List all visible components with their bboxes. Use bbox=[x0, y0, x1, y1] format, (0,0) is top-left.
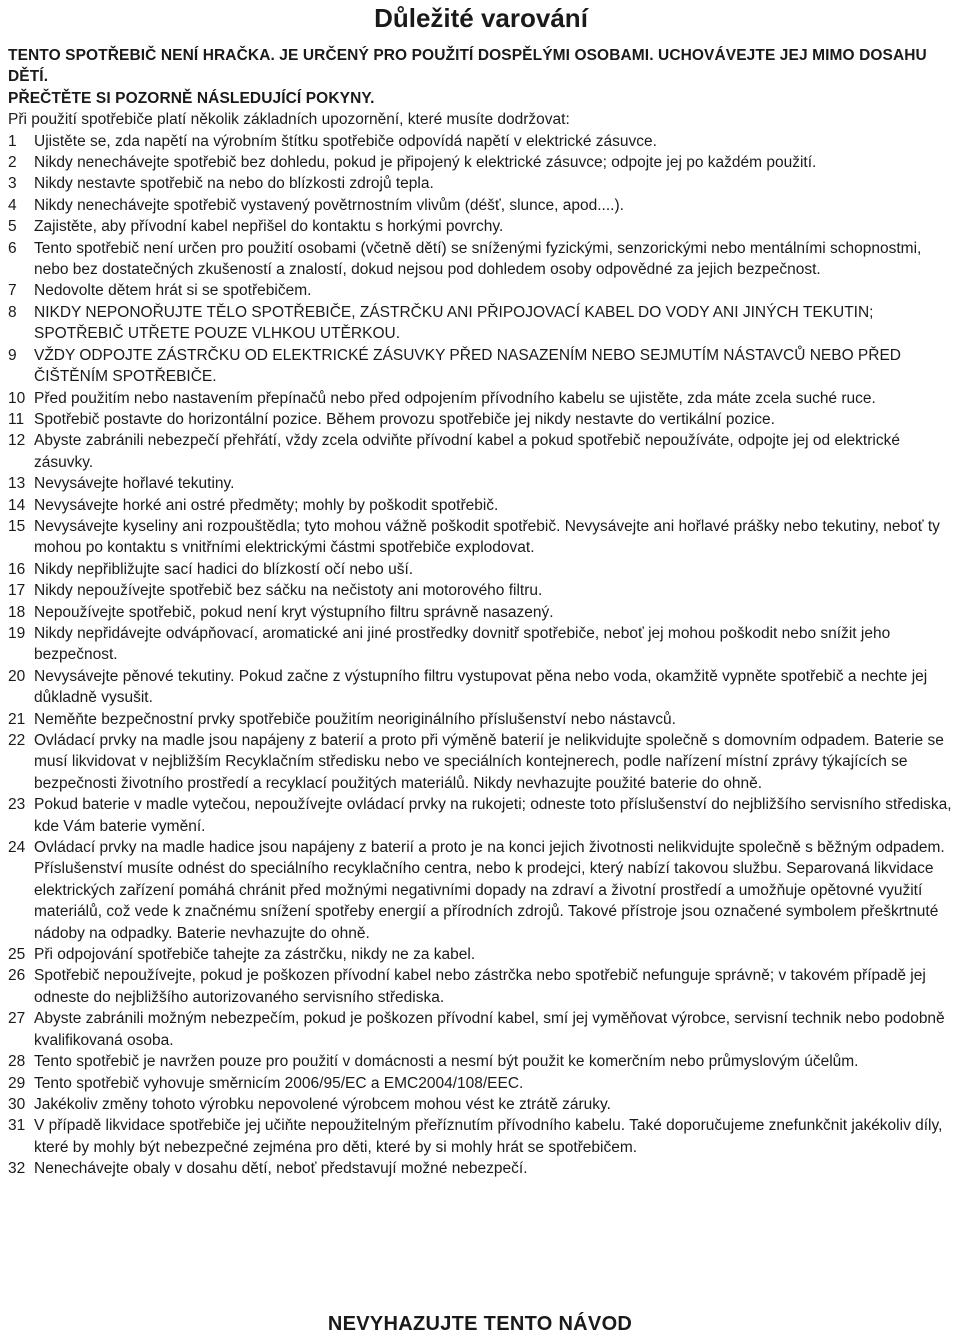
warning-item-text: Nevysávejte hořlavé tekutiny. bbox=[34, 475, 235, 493]
warning-item-text: Nikdy nestavte spotřebič na nebo do blízkosti zdrojů tepla. bbox=[34, 175, 434, 193]
warning-item bbox=[8, 1115, 954, 1158]
warning-item-text: Nevysávejte kyseliny ani rozpouštědla; tyto mohou vážně poškodit spotřebič. Nevysávejte ani hořlavé prášky nebo tekutiny, neboť ty mohou po kontaktu s vnitřními elektrickými částmi spotřebiče explodovat. bbox=[34, 517, 940, 557]
warning-item-text: Nedovolte dětem hrát si se spotřebičem. bbox=[34, 282, 312, 300]
warning-item-text: Nikdy nepřibližujte sací hadici do blízkostí očí nebo uší. bbox=[34, 560, 414, 578]
warning-item-text: Tento spotřebič vyhovuje směrnicím 2006/95/EC a EMC2004/108/EEC. bbox=[34, 1074, 524, 1092]
warning-item-text: Nikdy nepoužívejte spotřebič bez sáčku na nečistoty ani motorového filtru. bbox=[34, 582, 543, 600]
warning-item-text: VŽDY ODPOJTE ZÁSTRČKU OD ELEKTRICKÉ ZÁSUVKY PŘED NASAZENÍM NEBO SEJMUTÍM NÁSTAVCŮ NEBO PŘED ČIŠTĚNÍM SPOTŘEBIČE. bbox=[34, 346, 901, 386]
warning-item-number: 18 bbox=[8, 603, 26, 621]
warning-item-number: 11 bbox=[8, 410, 25, 428]
warning-item bbox=[8, 1094, 954, 1115]
warning-item bbox=[8, 195, 954, 216]
warning-item bbox=[8, 473, 954, 494]
warning-item-number: 31 bbox=[8, 1117, 26, 1135]
warning-item-number: 13 bbox=[8, 475, 26, 493]
warning-item bbox=[8, 173, 954, 194]
warning-item-text: Zajistěte, aby přívodní kabel nepřišel do kontaktu s horkými povrchy. bbox=[34, 218, 504, 236]
warning-item bbox=[8, 216, 954, 237]
warning-item-number: 22 bbox=[8, 732, 26, 749]
warning-item bbox=[8, 131, 954, 152]
warning-item bbox=[8, 1073, 954, 1094]
warning-item bbox=[8, 730, 954, 794]
warning-item-text: Nikdy nenechávejte spotřebič bez dohledu, pokud je připojený k elektrické zásuvce; odpojte jej po každém použití. bbox=[34, 154, 817, 172]
warning-item-number: 19 bbox=[8, 624, 26, 642]
warning-item bbox=[8, 388, 954, 409]
warning-item bbox=[8, 709, 954, 730]
warning-item-number: 4 bbox=[8, 196, 17, 214]
warning-item-number: 29 bbox=[8, 1074, 26, 1092]
warning-item-number: 17 bbox=[8, 582, 26, 600]
warning-item-number: 14 bbox=[8, 496, 26, 514]
warning-item-number: 23 bbox=[8, 796, 26, 814]
warning-item-number: 2 bbox=[8, 154, 17, 172]
warning-item-text: Nevysávejte horké ani ostré předměty; mohly by poškodit spotřebič. bbox=[34, 496, 499, 514]
warning-item-number: 10 bbox=[8, 389, 26, 407]
warning-item-text: Při odpojování spotřebiče tahejte za zástrčku, nikdy ne za kabel. bbox=[34, 946, 476, 964]
warning-item-number: 26 bbox=[8, 967, 26, 985]
warning-item-text: Pokud baterie v madle vytečou, nepoužívejte ovládací prvky na rukojeti; odneste toto příslušenství do nejbližšího servisního střediska, kde Vám baterie vymění. bbox=[34, 796, 952, 835]
warning-item-text: Tento spotřebič je navržen pouze pro použití v domácnosti a nesmí být použit ke komerčním nebo průmyslovým účelům. bbox=[34, 1053, 859, 1071]
intro-text: Při použití spotřebiče platí několik základních upozornění, které musíte dodržovat: bbox=[8, 111, 570, 129]
warning-item-number: 24 bbox=[8, 839, 26, 857]
warning-item-text: Ovládací prvky na madle hadice jsou napájeny z baterií a proto je na konci jejich životnosti nelikvidujte společně s běžným odpadem. Příslušenství musíte odnést do speciálního recyklačního centra, nebo k prodejci, který nabízí takovou službu. Separovaná likvidace elektrických zařízení pomáhá chránit před možnými negativními dopady na zdraví a životní prostředí a umožňuje opětovné využití materiálů, což vede k značnému snížení spotřeby energií a přírodních zdrojů. Takové přístroje jsou označené symbolem přeškrtnuté nádoby na odpadky. Baterie nevhazujte do ohně. bbox=[34, 839, 945, 942]
warning-caps-line-1: TENTO SPOTŘEBIČ NENÍ HRAČKA. JE URČENÝ PRO POUŽITÍ DOSPĚLÝMI OSOBAMI. UCHOVÁVEJTE JEJ MIMO DOSAHU DĚTÍ. bbox=[8, 47, 927, 86]
warning-item-text: Nevysávejte pěnové tekutiny. Pokud začne z výstupního filtru vystupovat pěna nebo voda, okamžitě vypněte spotřebič a nechte jej důkladně vysušit. bbox=[34, 667, 928, 707]
warning-item bbox=[8, 965, 954, 1008]
warning-item-number: 7 bbox=[8, 282, 17, 300]
warning-item bbox=[8, 944, 954, 965]
warning-item-text: Nenechávejte obaly v dosahu dětí, neboť představují možné nebezpečí. bbox=[34, 1160, 528, 1178]
warning-item bbox=[8, 345, 954, 388]
warning-item-text: V případě likvidace spotřebiče jej učiňte nepoužitelným přeříznutím přívodního kabelu. Také doporučujeme znefunkčnit jakékoliv díly, které by mohly být nebezpečné zejména pro děti, které by si mohly hrát se spotřebičem. bbox=[34, 1117, 943, 1156]
warning-item bbox=[8, 666, 954, 709]
warning-item bbox=[8, 302, 954, 345]
warning-item-number: 1 bbox=[8, 132, 17, 150]
warning-item-text: Spotřebič nepoužívejte, pokud je poškozen přívodní kabel nebo zástrčka nebo spotřebič nefunguje správně; v takovém případě jej odneste do nejbližšího autorizovaného servisního střediska. bbox=[34, 967, 926, 1006]
warning-item-text: Neměňte bezpečnostní prvky spotřebiče použitím neoriginálního příslušenství nebo nástavců. bbox=[34, 710, 676, 728]
footer-note: NEVYHAZUJTE TENTO NÁVOD bbox=[327, 1313, 633, 1335]
warning-caps-line-2: PŘEČTĚTE SI POZORNĚ NÁSLEDUJÍCÍ POKYNY. bbox=[8, 89, 375, 107]
warning-item bbox=[8, 580, 954, 601]
warning-item-text: Nikdy nenechávejte spotřebič vystavený povětrnostním vlivům (déšť, slunce, apod....). bbox=[34, 196, 624, 214]
warning-item-number: 25 bbox=[8, 946, 26, 964]
warning-item-number: 32 bbox=[8, 1160, 26, 1178]
warning-item-text: Jakékoliv změny tohoto výrobku nepovolené výrobcem mohou vést ke ztrátě záruky. bbox=[34, 1095, 611, 1113]
warning-item-text: Tento spotřebič není určen pro použití osobami (včetně dětí) se sníženými fyzickými, senzorickými nebo mentálními schopnostmi, nebo bez dostatečných zkušeností a znalostí, dokud nejsou pod dohledem osoby odpovědné za jejich bezpečnost. bbox=[34, 239, 922, 279]
warning-item-number: 21 bbox=[8, 710, 26, 728]
warning-list bbox=[8, 131, 954, 1180]
warning-item-number: 6 bbox=[8, 239, 17, 257]
warning-item-number: 5 bbox=[8, 218, 17, 236]
warning-item-number: 8 bbox=[8, 303, 17, 321]
warning-item-text: Ovládací prvky na madle jsou napájeny z baterií a proto při výměně baterií je nelikvidujte společně s domovním odpadem. Baterie se musí likvidovat v nejbližším Recyklačním středisku nebo ve speciálních kontejnerech, podle nařízení místní zprávy týkajících se bezpečnosti životního prostředí a recyklací použitých materiálů. Nikdy nevhazujte použité baterie do ohně. bbox=[34, 732, 944, 792]
warning-item-text: Ujistěte se, zda napětí na výrobním štítku spotřebiče odpovídá napětí v elektrické zásuvce. bbox=[34, 132, 657, 150]
warning-item-number: 30 bbox=[8, 1095, 26, 1113]
warning-item bbox=[8, 409, 954, 430]
warning-item-text: Abyste zabránili nebezpečí přehřátí, vždy zcela odviňte přívodní kabel a pokud spotřebič nepoužíváte, odpojte jej od elektrické zásuvky. bbox=[34, 432, 900, 471]
warning-item-text: NIKDY NEPONOŘUJTE TĚLO SPOTŘEBIČE, ZÁSTRČKU ANI PŘIPOJOVACÍ KABEL DO VODY ANI JINÝCH TEKUTIN; SPOTŘEBIČ UTŘETE POUZE VLHKOU UTĚRKOU. bbox=[34, 303, 874, 343]
warning-item bbox=[8, 1158, 954, 1179]
warning-item bbox=[8, 602, 954, 623]
warning-item-number: 28 bbox=[8, 1053, 26, 1071]
page-title: Důležité varování bbox=[374, 3, 588, 33]
warning-item-number: 20 bbox=[8, 667, 26, 685]
warning-item-number: 3 bbox=[8, 175, 17, 193]
warning-item bbox=[8, 1008, 954, 1051]
warning-item bbox=[8, 1051, 954, 1072]
warning-item bbox=[8, 280, 954, 301]
warning-item-text: Nikdy nepřidávejte odvápňovací, aromatické ani jiné prostředky dovnitř spotřebiče, neboť jej mohou poškodit nebo snížit jeho bezpečnost. bbox=[34, 624, 891, 664]
warning-item-text: Spotřebič postavte do horizontální pozice. Během provozu spotřebiče jej nikdy nestavte do vertikální pozice. bbox=[34, 410, 775, 428]
warning-item bbox=[8, 238, 954, 281]
warning-item bbox=[8, 495, 954, 516]
warning-item bbox=[8, 837, 954, 944]
warning-item-number: 12 bbox=[8, 432, 26, 450]
warning-item bbox=[8, 152, 954, 173]
warning-item bbox=[8, 623, 954, 666]
warning-item-number: 16 bbox=[8, 560, 26, 578]
warning-item-number: 27 bbox=[8, 1010, 26, 1028]
warning-item-text: Před použitím nebo nastavením přepínačů nebo před odpojením přívodního kabelu se ujistěte, zda máte zcela suché ruce. bbox=[34, 389, 876, 407]
warning-item bbox=[8, 516, 954, 559]
warning-item bbox=[8, 430, 954, 473]
warning-item-text: Nepoužívejte spotřebič, pokud není kryt výstupního filtru správně nasazený. bbox=[34, 603, 554, 621]
warning-item-number: 9 bbox=[8, 346, 17, 364]
warning-item-text: Abyste zabránili možným nebezpečím, pokud je poškozen přívodní kabel, smí jej vyměňovat výrobce, servisní technik nebo podobně kvalifikovaná osoba. bbox=[34, 1010, 945, 1049]
warning-item bbox=[8, 794, 954, 837]
warning-item bbox=[8, 559, 954, 580]
warning-item-number: 15 bbox=[8, 517, 26, 535]
